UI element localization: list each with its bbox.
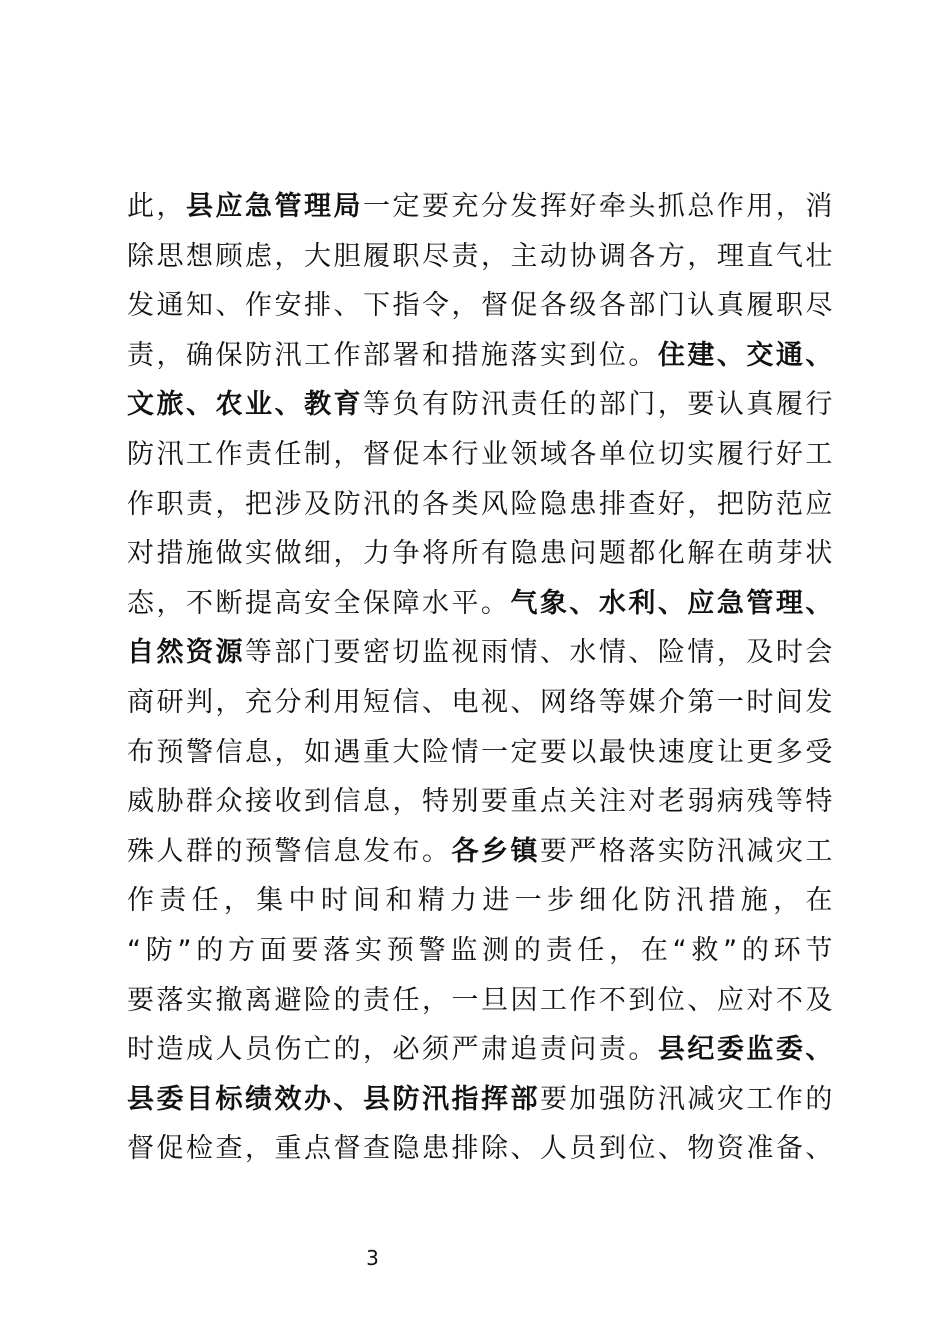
text-line: 文旅、农业、教育等负有防汛责任的部门，要认真履行 (127, 389, 833, 421)
text-line: 自然资源等部门要密切监视雨情、水情、险情，及时会 (127, 637, 833, 669)
text-line: 发通知、作安排、下指令，督促各级各部门认真履职尽 (127, 290, 833, 322)
text-line: 作职责，把涉及防汛的各类风险隐患排查好，把防范应 (127, 488, 833, 520)
text-line: 县委目标绩效办、县防汛指挥部要加强防汛减灾工作的 (127, 1083, 833, 1115)
text-line: 商研判，充分利用短信、电视、网络等媒介第一时间发 (127, 686, 833, 718)
text-line: “防”的方面要落实预警监测的责任，在“救”的环节 (127, 934, 833, 966)
text-line: 殊人群的预警信息发布。各乡镇要严格落实防汛减灾工 (127, 835, 833, 867)
page-number: 3 (366, 1246, 379, 1270)
text-line: 布预警信息，如遇重大险情一定要以最快速度让更多受 (127, 736, 833, 768)
text-line: 作责任，集中时间和精力进一步细化防汛措施，在 (127, 885, 833, 917)
document-body (127, 182, 833, 1174)
text-line: 防汛工作责任制，督促本行业领域各单位切实履行好工 (127, 438, 833, 470)
text-line: 除思想顾虑，大胆履职尽责，主动协调各方，理直气壮 (127, 240, 833, 272)
text-line: 时造成人员伤亡的，必须严肃追责问责。县纪委监委、 (127, 1034, 833, 1066)
text-line: 威胁群众接收到信息，特别要重点关注对老弱病残等特 (127, 786, 833, 818)
text-line: 态，不断提高安全保障水平。气象、水利、应急管理、 (127, 587, 833, 619)
text-line: 对措施做实做细，力争将所有隐患问题都化解在萌芽状 (127, 538, 833, 570)
text-line: 责，确保防汛工作部署和措施落实到位。住建、交通、 (127, 339, 833, 371)
text-line: 督促检查，重点督查隐患排除、人员到位、物资准备、 (127, 1133, 833, 1165)
text-line: 要落实撤离避险的责任，一旦因工作不到位、应对不及 (127, 984, 833, 1016)
text-line: 此，县应急管理局一定要充分发挥好牵头抓总作用，消 (127, 191, 833, 222)
